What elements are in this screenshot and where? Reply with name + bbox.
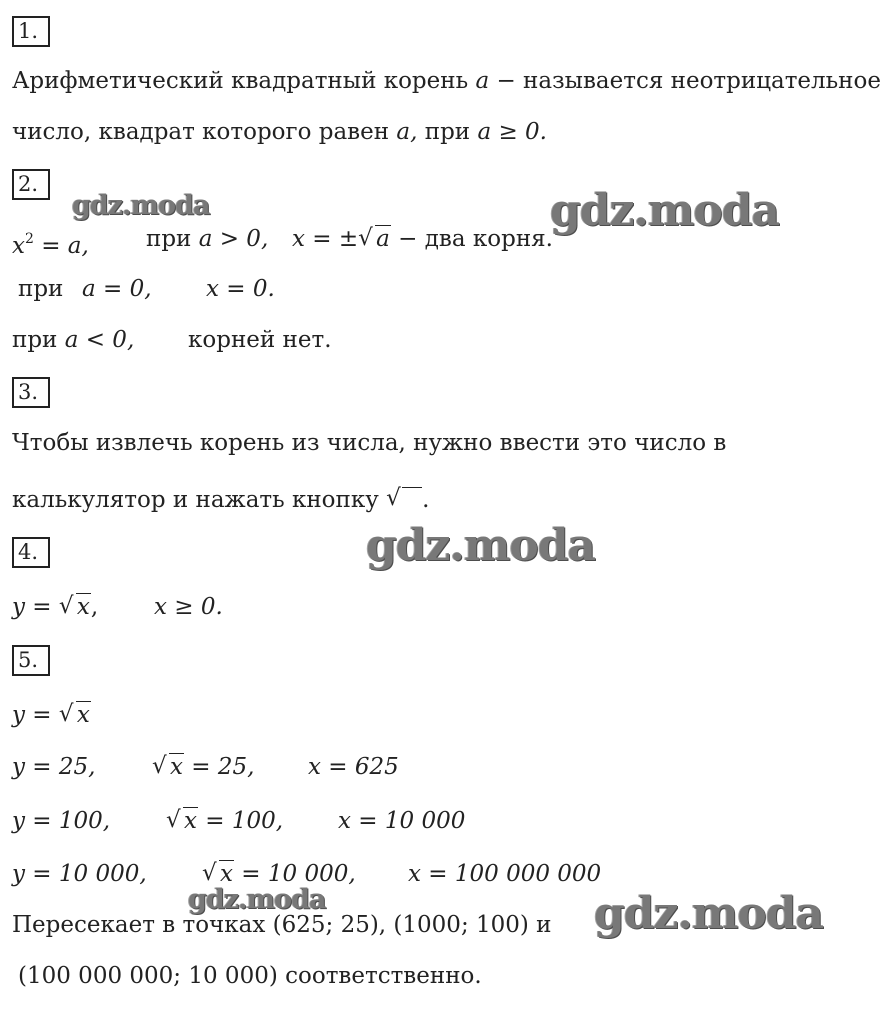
s2-res2: x = 0. <box>206 276 275 302</box>
s2-sqrt-a: √ a <box>358 224 391 254</box>
watermark-logo: gdz.moda <box>72 190 210 221</box>
s1-var-a: a <box>475 68 490 94</box>
s5-row-3-x: x = 100 000 000 <box>408 861 602 887</box>
s4-line-1 <box>12 592 98 622</box>
s5-row-2-y: y = 100, <box>12 808 111 834</box>
s2-res3: корней нет. <box>188 327 332 353</box>
section-number-3: 3. <box>12 377 50 408</box>
s2-line-1-cond <box>146 224 268 254</box>
s1-text-rest: − называется неотрицательное <box>496 68 881 94</box>
s2-two-roots: − два корня. <box>398 226 553 252</box>
s3-line-2 <box>12 485 429 515</box>
s4-y-eq: y = <box>12 594 52 620</box>
s5-row-1-sqrt: √ x <box>152 752 184 782</box>
s2-x: x <box>12 233 25 259</box>
section-number-1: 1. <box>12 16 50 47</box>
s5-row-2-sqrt: √ x <box>166 806 198 836</box>
s2-cond1: a > 0, <box>198 226 269 252</box>
s4-comma: , <box>90 594 99 620</box>
s4-cond-line <box>154 592 223 622</box>
s4-cond: x ≥ 0. <box>154 594 223 620</box>
s2-line-1 <box>12 224 89 259</box>
s5-row-1-eq: √ x = 25, <box>152 752 254 782</box>
section-number-2: 2. <box>12 169 50 200</box>
s3-period: . <box>422 487 430 513</box>
watermark-logo: gdz.moda <box>594 888 824 939</box>
s5-row-1-x: x = 625 <box>308 754 399 780</box>
s5-sqrt-x: √ x <box>59 700 91 730</box>
s2-line-1-res <box>292 224 553 254</box>
s1-cond: a ≥ 0. <box>477 119 547 145</box>
s1-var-a2: a, <box>396 119 418 145</box>
sqrt-key-icon <box>386 486 422 510</box>
s5-conclusion-1: Пересекает в точках (625; 25), (1000; 100) и <box>12 912 552 938</box>
section-number-4: 4. <box>12 537 50 568</box>
s2-line-3 <box>12 325 134 355</box>
s2-line-2 <box>18 274 63 304</box>
s2-eq-rhs: = a, <box>41 233 89 259</box>
s2-pri2: при <box>18 276 64 302</box>
s3-text: калькулятор и нажать кнопку <box>12 487 379 513</box>
s2-x-eq: x = ± <box>292 226 359 252</box>
s5-y-eq: y = <box>12 702 52 728</box>
s2-x-sup: 2 <box>24 231 34 247</box>
s1-text2: число, квадрат которого равен <box>12 119 390 145</box>
s5-row-2-x: x = 10 000 <box>338 808 466 834</box>
s2-line-2-res <box>206 274 275 304</box>
watermark-logo: gdz.moda <box>366 520 596 571</box>
section-number-5: 5. <box>12 645 50 676</box>
s1-line-2 <box>12 117 547 147</box>
s4-sqrt-x: √ x <box>59 592 91 622</box>
s5-row-2-eq: √ x = 100, <box>166 806 283 836</box>
watermark-logo: gdz.moda <box>188 884 326 915</box>
s5-row-3-sqrt: √ x <box>202 859 234 889</box>
s5-row-1-y: y = 25, <box>12 754 96 780</box>
s2-line-3-res <box>188 325 332 355</box>
s2-pri3: при <box>12 327 58 353</box>
s5-row-3-y: y = 10 000, <box>12 861 147 887</box>
s1-pri: при <box>424 119 471 145</box>
s1-text: Арифметический квадратный корень <box>12 68 469 94</box>
s2-cond2: a = 0, <box>82 276 152 302</box>
s5-conclusion-2: (100 000 000; 10 000) соответственно. <box>18 963 482 989</box>
s3-line-1: Чтобы извлечь корень из числа, нужно ввести это число в <box>12 430 727 456</box>
s2-pri: при <box>146 226 192 252</box>
s2-line-2-cond <box>82 274 152 304</box>
s5-line-1 <box>12 700 91 730</box>
s2-cond3: a < 0, <box>64 327 135 353</box>
s1-line-1 <box>12 66 881 96</box>
watermark-logo: gdz.moda <box>550 185 780 236</box>
s5-row-3-eq: √ x = 10 000, <box>202 859 356 889</box>
